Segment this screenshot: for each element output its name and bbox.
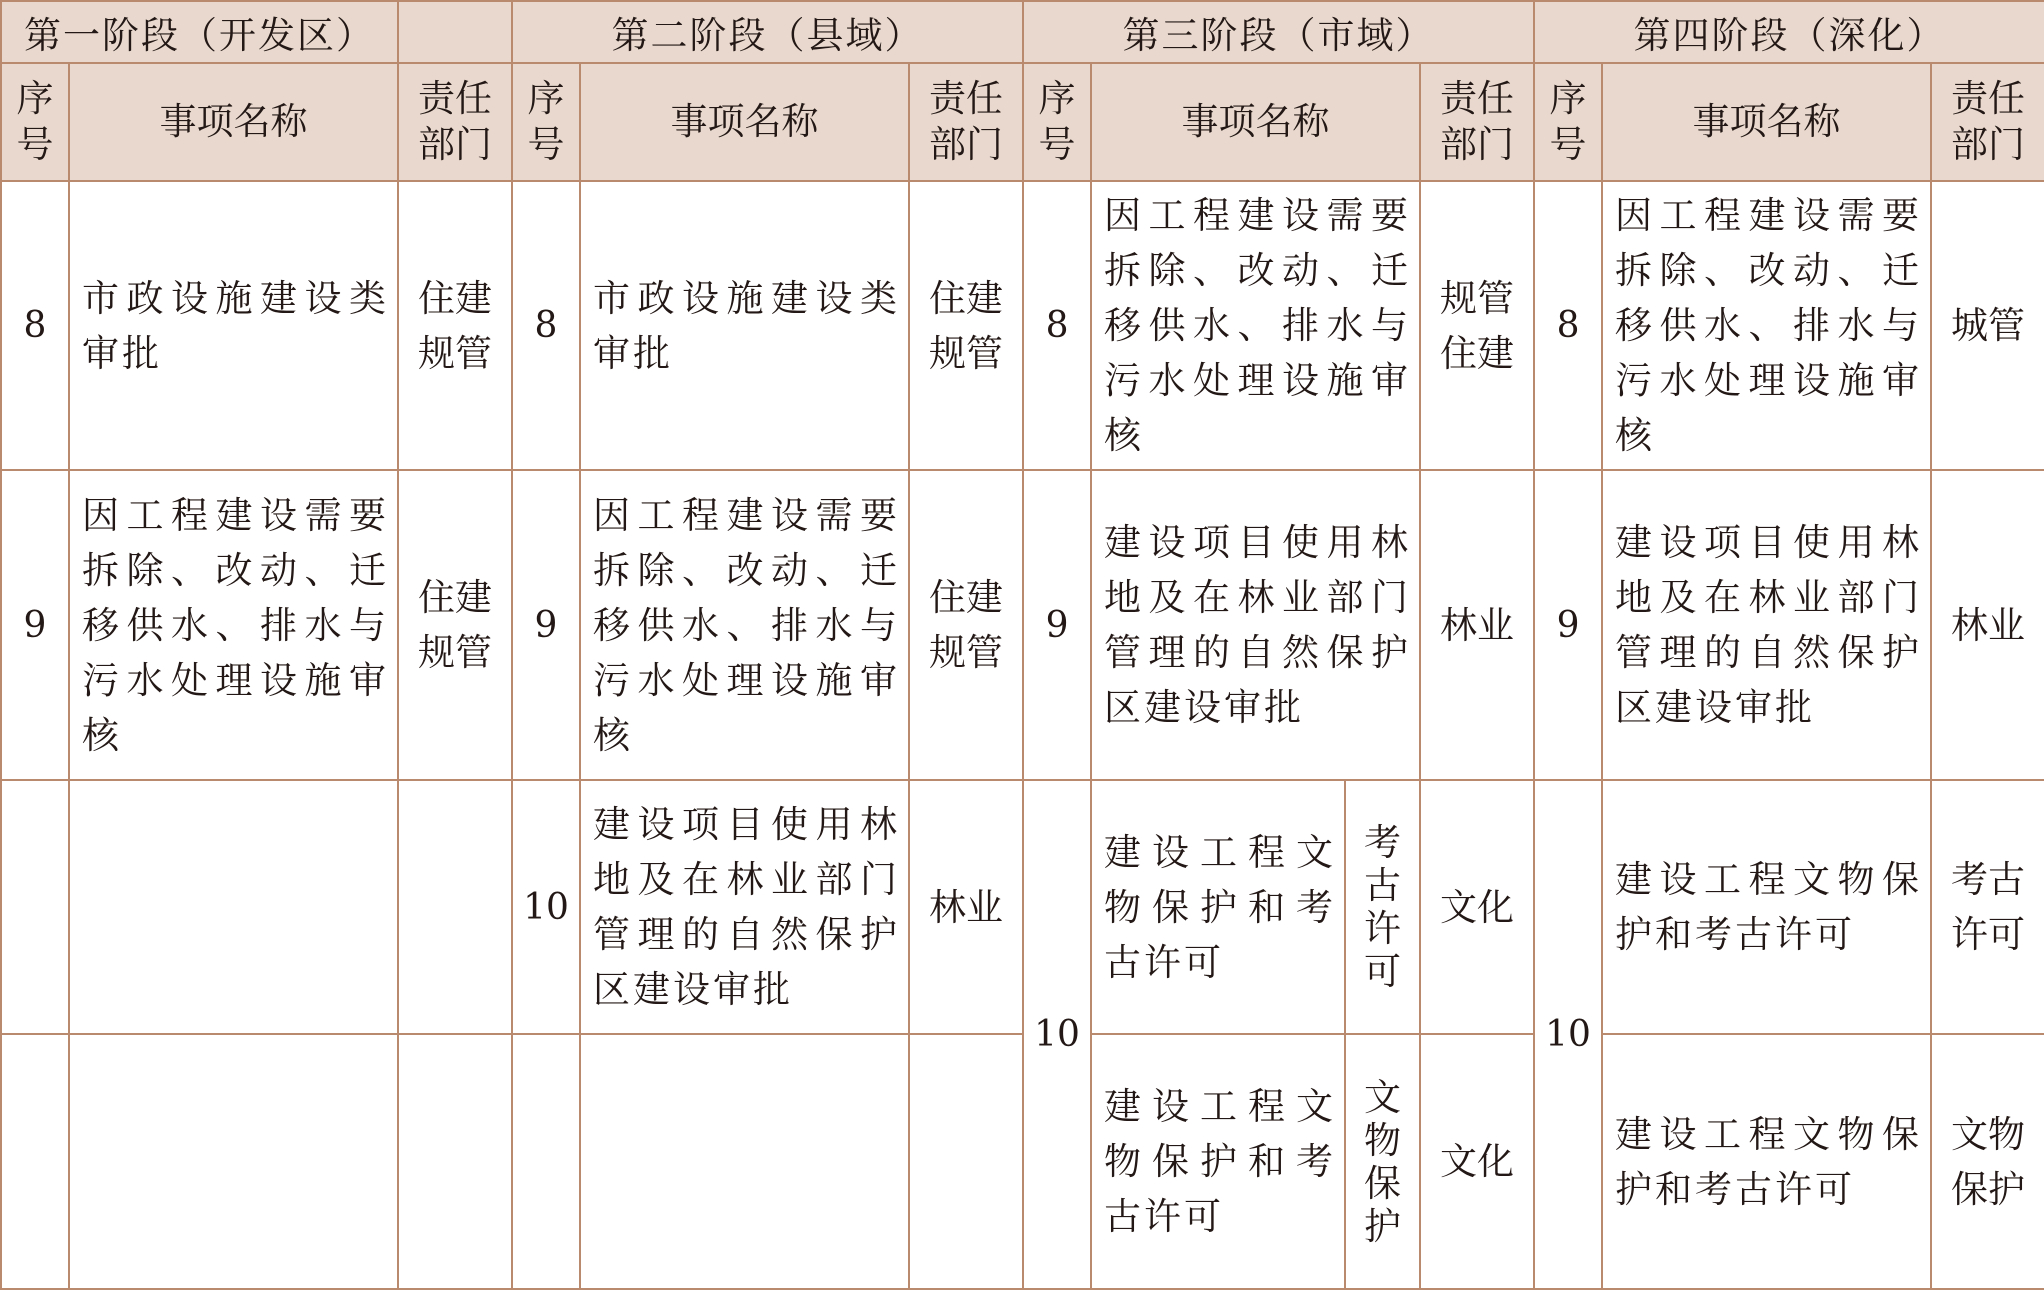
seq-cell: 9 (1534, 470, 1602, 780)
stage-1-header: 第一阶段（开发区） (1, 1, 398, 63)
item-name-cell-empty (69, 1034, 398, 1289)
seq-header: 序号 (1534, 63, 1602, 181)
name-header: 事项名称 (580, 63, 909, 181)
item-name-cell: 建设项目使用林地及在林业部门管理的自然保护区建设审批 (1091, 470, 1420, 780)
dept-header: 责任部门 (1420, 63, 1534, 181)
seq-cell-empty (512, 1034, 580, 1289)
seq-cell: 9 (1, 470, 69, 780)
item-name-cell: 因工程建设需要拆除、改动、迁移供水、排水与污水处理设施审核 (1091, 181, 1420, 470)
dept-cell: 文化 (1420, 780, 1534, 1034)
item-name-cell: 建设工程文物保护和考古许可 (1091, 780, 1345, 1034)
seq-header: 序号 (512, 63, 580, 181)
stage-2-header: 第二阶段（县域） (512, 1, 1023, 63)
seq-header: 序号 (1, 63, 69, 181)
dept-header: 责任部门 (398, 63, 512, 181)
stage-spacer (398, 1, 512, 63)
item-name-cell: 建设工程文物保护和考古许可 (1091, 1034, 1345, 1289)
seq-cell: 8 (1023, 181, 1091, 470)
stage-3-header: 第三阶段（市域） (1023, 1, 1534, 63)
sub-item-cell: 文物保护 (1931, 1034, 2044, 1289)
sub-item-cell: 考古许可 (1931, 780, 2044, 1034)
column-header-row (1, 63, 2044, 181)
item-name-cell-empty (580, 1034, 909, 1289)
item-name-cell: 建设项目使用林地及在林业部门管理的自然保护区建设审批 (1602, 470, 1931, 780)
seq-cell: 10 (1023, 780, 1091, 1289)
dept-cell: 林业 (1420, 470, 1534, 780)
table-row (1, 470, 2044, 780)
item-name-cell-empty (69, 780, 398, 1034)
table-row (1, 181, 2044, 470)
dept-cell-empty (398, 780, 512, 1034)
dept-cell: 住建规管 (909, 181, 1023, 470)
dept-cell: 城管 (1931, 181, 2044, 470)
dept-cell: 林业 (1931, 470, 2044, 780)
seq-cell: 9 (512, 470, 580, 780)
dept-cell: 文化 (1420, 1034, 1534, 1289)
seq-header: 序号 (1023, 63, 1091, 181)
table-row (1, 780, 2044, 1034)
dept-cell: 住建规管 (398, 470, 512, 780)
item-name-cell: 因工程建设需要拆除、改动、迁移供水、排水与污水处理设施审核 (580, 470, 909, 780)
dept-header: 责任部门 (1931, 63, 2044, 181)
table-row (1, 1034, 2044, 1289)
dept-cell: 林业 (909, 780, 1023, 1034)
seq-cell-empty (1, 1034, 69, 1289)
seq-cell: 10 (512, 780, 580, 1034)
seq-cell: 8 (1534, 181, 1602, 470)
name-header: 事项名称 (69, 63, 398, 181)
item-name-cell: 建设工程文物保护和考古许可 (1602, 1034, 1931, 1289)
sub-item-cell: 考古许可 (1345, 780, 1420, 1034)
dept-cell-empty (909, 1034, 1023, 1289)
item-name-cell: 建设项目使用林地及在林业部门管理的自然保护区建设审批 (580, 780, 909, 1034)
seq-cell-empty (1, 780, 69, 1034)
dept-cell: 住建规管 (909, 470, 1023, 780)
name-header: 事项名称 (1602, 63, 1931, 181)
dept-cell-empty (398, 1034, 512, 1289)
dept-header: 责任部门 (909, 63, 1023, 181)
sub-item-cell: 文物保护 (1345, 1034, 1420, 1289)
stage-4-header: 第四阶段（深化） (1534, 1, 2044, 63)
seq-cell: 8 (512, 181, 580, 470)
item-name-cell: 建设工程文物保护和考古许可 (1602, 780, 1931, 1034)
item-name-cell: 市政设施建设类审批 (580, 181, 909, 470)
item-name-cell: 市政设施建设类审批 (69, 181, 398, 470)
dept-cell: 住建规管 (398, 181, 512, 470)
seq-cell: 9 (1023, 470, 1091, 780)
item-name-cell: 因工程建设需要拆除、改动、迁移供水、排水与污水处理设施审核 (1602, 181, 1931, 470)
name-header: 事项名称 (1091, 63, 1420, 181)
item-name-cell: 因工程建设需要拆除、改动、迁移供水、排水与污水处理设施审核 (69, 470, 398, 780)
seq-cell: 10 (1534, 780, 1602, 1289)
dept-cell: 规管住建 (1420, 181, 1534, 470)
stage-header-row (1, 1, 2044, 63)
seq-cell: 8 (1, 181, 69, 470)
